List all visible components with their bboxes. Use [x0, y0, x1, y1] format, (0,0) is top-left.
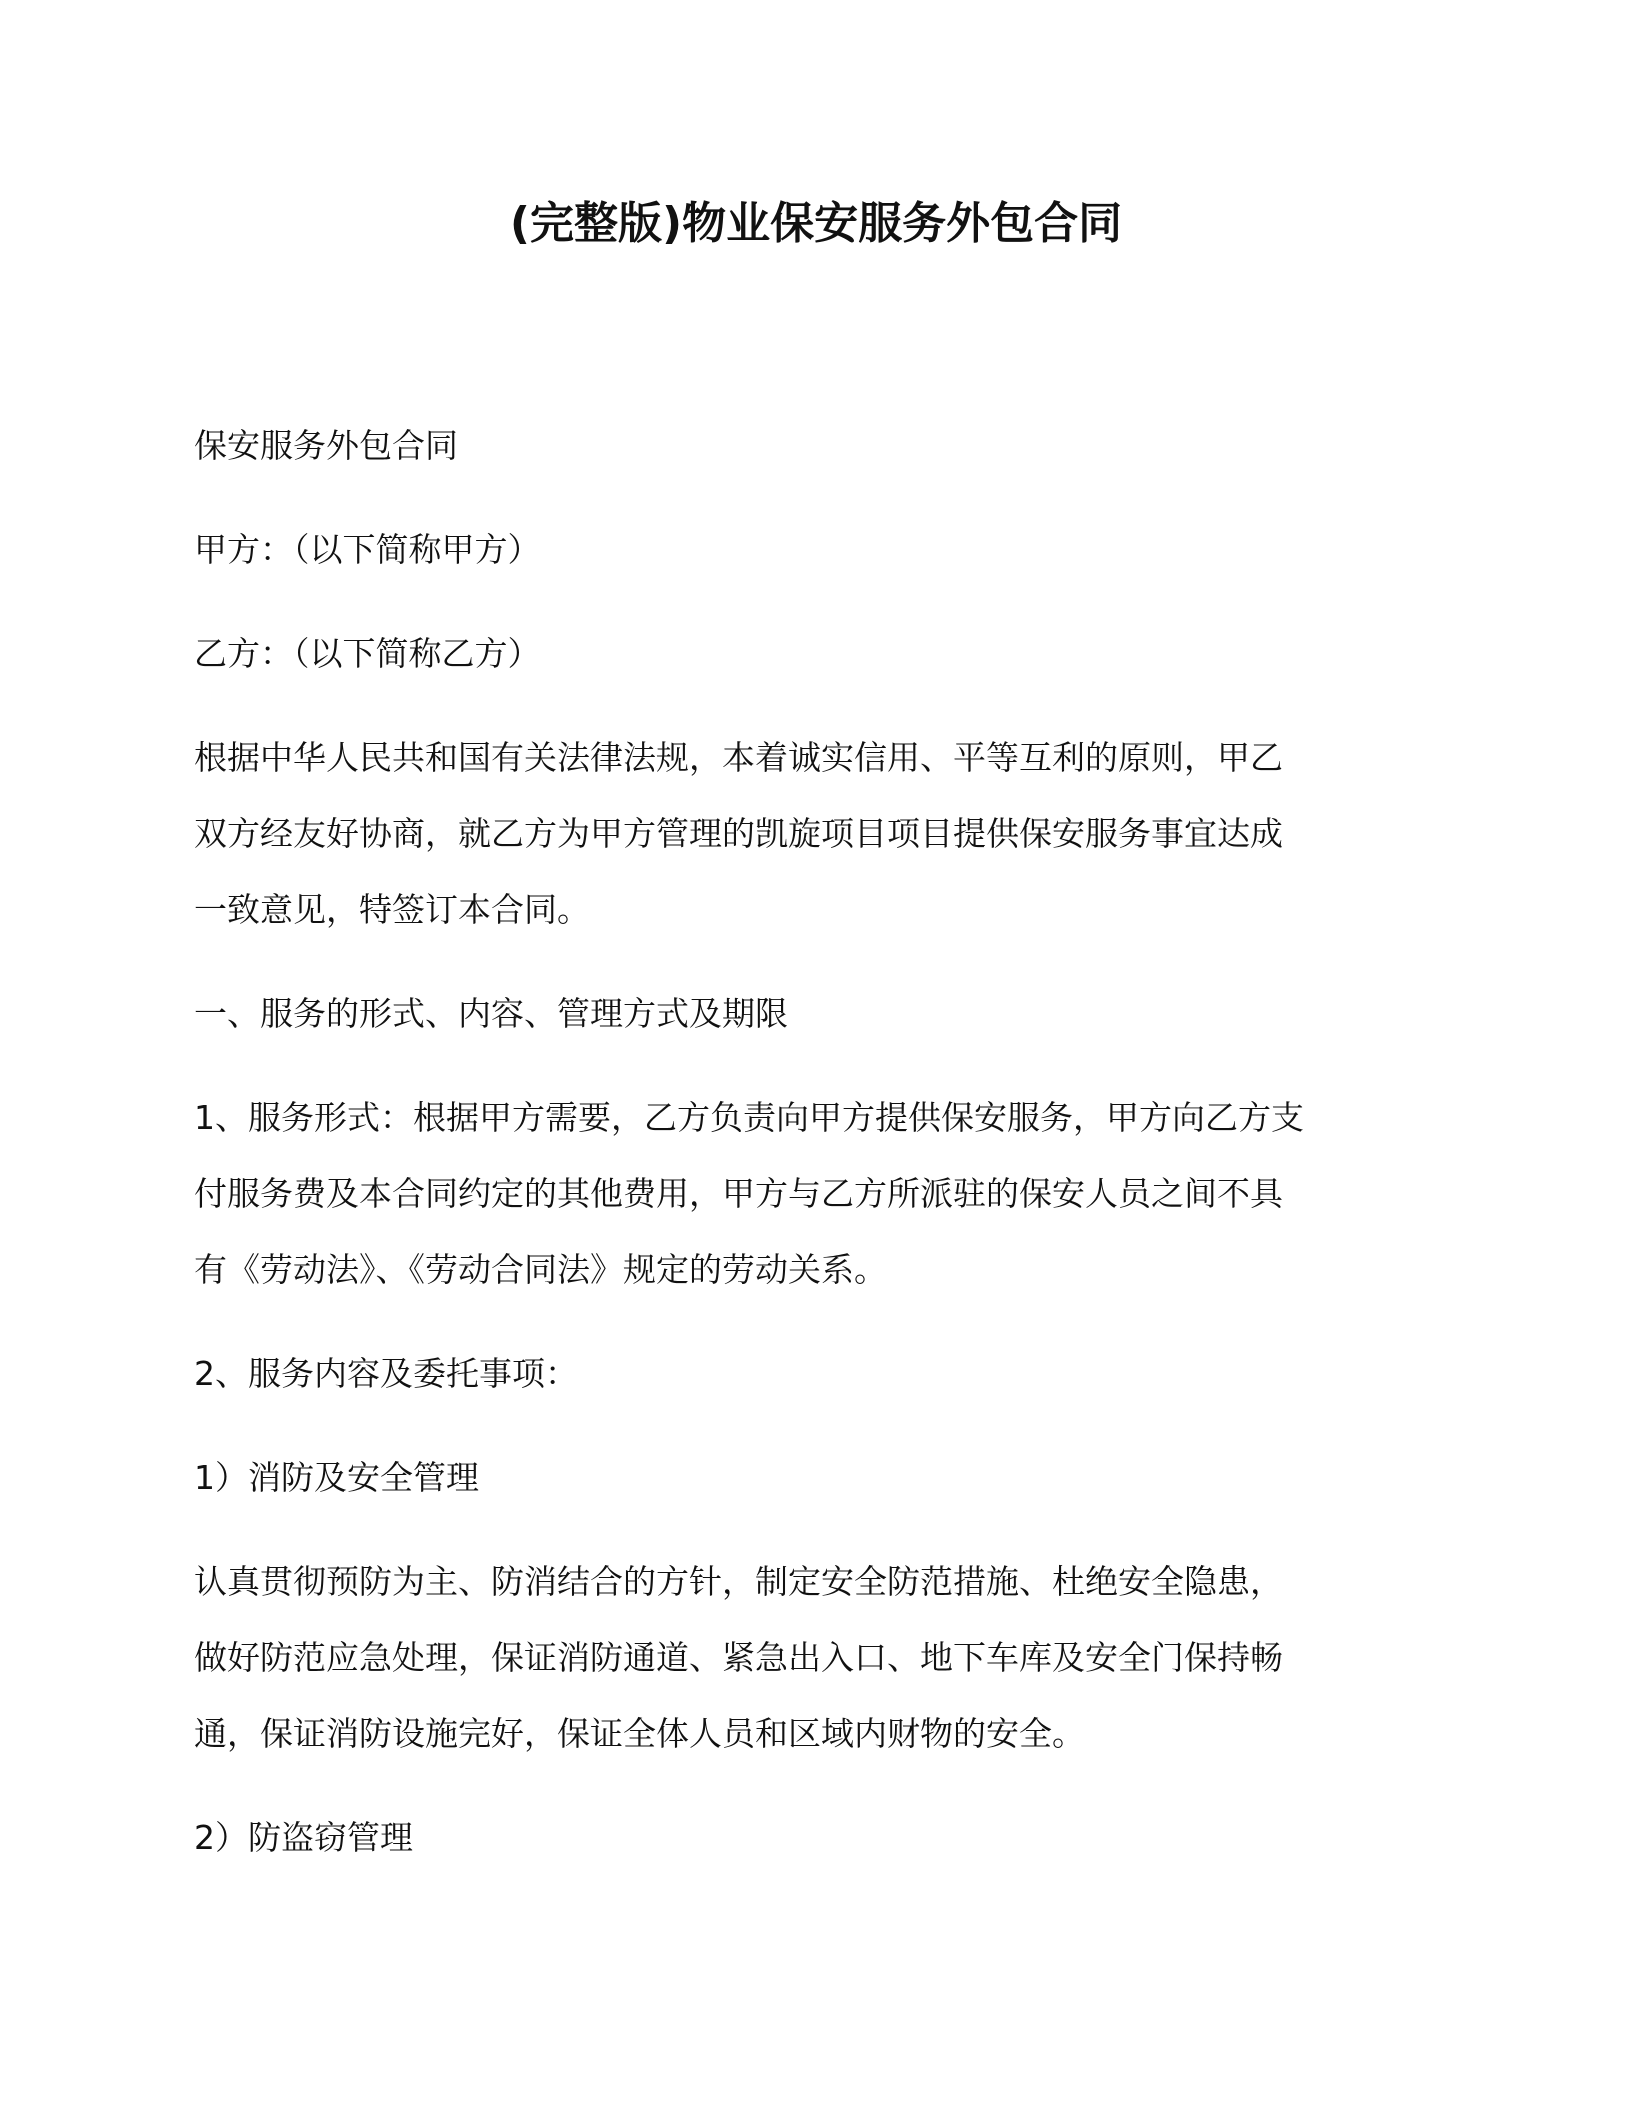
subclause-1-line-2: 做好防范应急处理，保证消防通道、紧急出入口、地下车库及安全门保持畅	[194, 1638, 1283, 1677]
clause-1-line-3: 有《劳动法》、《劳动合同法》规定的劳动关系。	[194, 1250, 887, 1289]
preamble-line-3: 一致意见，特签订本合同。	[194, 890, 590, 929]
subclause-2-heading: 2）防盗窃管理	[194, 1818, 413, 1857]
document-title: (完整版)物业保安服务外包合同	[509, 198, 1123, 249]
contract-heading: 保安服务外包合同	[194, 426, 458, 465]
preamble-line-1: 根据中华人民共和国有关法律法规，本着诚实信用、平等互利的原则，甲乙	[194, 738, 1283, 777]
subclause-1-heading: 1）消防及安全管理	[194, 1458, 479, 1497]
clause-2-heading: 2、服务内容及委托事项：	[194, 1354, 578, 1393]
party-b-line: 乙方：（以下简称乙方）	[194, 634, 541, 673]
clause-1-line-2: 付服务费及本合同约定的其他费用，甲方与乙方所派驻的保安人员之间不具	[194, 1174, 1283, 1213]
clause-1-line-1: 1、服务形式：根据甲方需要，乙方负责向甲方提供保安服务，甲方向乙方支	[194, 1098, 1304, 1137]
preamble-line-2: 双方经友好协商，就乙方为甲方管理的凯旋项目项目提供保安服务事宜达成	[194, 814, 1283, 853]
party-a-line: 甲方：（以下简称甲方）	[194, 530, 541, 569]
section-1-heading: 一、服务的形式、内容、管理方式及期限	[194, 994, 788, 1033]
subclause-1-line-1: 认真贯彻预防为主、防消结合的方针，制定安全防范措施、杜绝安全隐患，	[194, 1562, 1283, 1601]
subclause-1-line-3: 通，保证消防设施完好，保证全体人员和区域内财物的安全。	[194, 1714, 1085, 1753]
